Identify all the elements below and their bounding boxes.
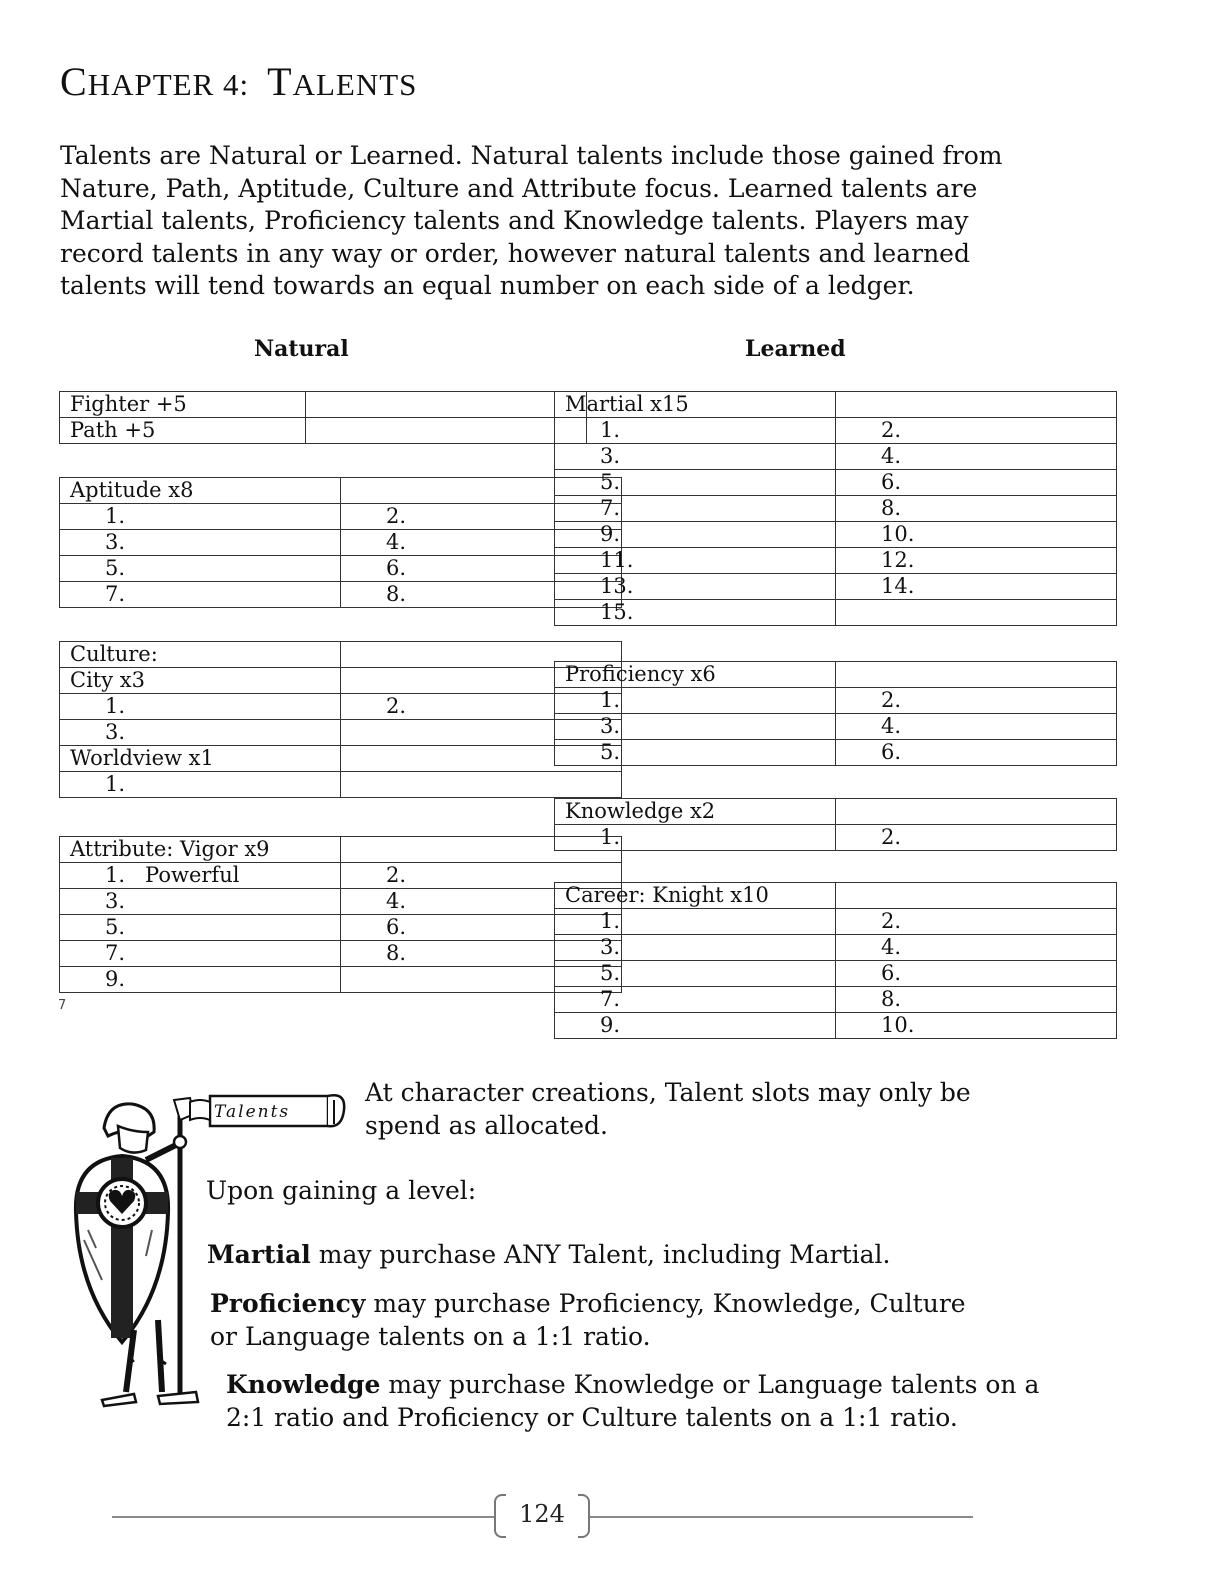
table-cell: 4.	[836, 444, 1117, 470]
proficiency-text: may purchase Proficiency, Knowledge, Culture or Language talents on a 1:1 ratio.	[210, 1289, 966, 1351]
table-subheader: City x3	[60, 668, 341, 694]
stray-mark: 7	[58, 998, 67, 1013]
table-row	[555, 600, 1117, 626]
table-header: Aptitude x8	[60, 478, 341, 504]
table-cell: 1.	[60, 504, 341, 530]
table-row	[555, 470, 1117, 496]
table-cell: 2.	[341, 504, 622, 530]
table-subheader-row	[60, 746, 622, 772]
table-row	[60, 530, 622, 556]
table-cell: 7.	[60, 582, 341, 608]
culture-table	[59, 641, 622, 798]
proficiency-table	[554, 661, 1117, 766]
table-cell: 6.	[836, 961, 1117, 987]
table-cell: 6.	[836, 470, 1117, 496]
table-cell: 4.	[836, 935, 1117, 961]
attribute-table	[59, 836, 622, 993]
table-row	[60, 967, 622, 993]
table-cell: 6.	[341, 556, 622, 582]
table-cell	[836, 600, 1117, 626]
table-cell: 8.	[341, 941, 622, 967]
table-cell	[341, 772, 622, 798]
table-cell: 1.	[555, 418, 836, 444]
table-cell: 1.	[60, 772, 341, 798]
table-row	[60, 556, 622, 582]
table-cell: 8.	[836, 987, 1117, 1013]
upon-level-heading: Upon gaining a level:	[206, 1176, 477, 1205]
table-cell	[306, 392, 587, 418]
page-number: 124	[519, 1500, 565, 1528]
table-cell: 2.	[341, 863, 622, 889]
table-header-row	[555, 799, 1117, 825]
table-row	[60, 392, 587, 418]
table-cell: 5.	[555, 961, 836, 987]
martial-label: Martial	[207, 1240, 311, 1269]
table-cell: 1.	[555, 909, 836, 935]
table-row	[60, 941, 622, 967]
table-header-row	[60, 837, 622, 863]
table-subheader-row	[60, 668, 622, 694]
table-cell: 5.	[60, 915, 341, 941]
martial-table	[554, 391, 1117, 626]
table-cell: 5.	[555, 470, 836, 496]
table-row	[555, 909, 1117, 935]
table-row	[60, 772, 622, 798]
table-cell: Fighter +5	[60, 392, 306, 418]
table-cell: 3.	[60, 889, 341, 915]
table-header-row	[60, 478, 622, 504]
knowledge-text: may purchase Knowledge or Language talents on a 2:1 ratio and Proficiency or Culture talents on a 1:1 ratio.	[226, 1370, 1040, 1432]
table-subheader: Worldview x1	[60, 746, 341, 772]
table-cell: 8.	[341, 582, 622, 608]
table-row	[555, 496, 1117, 522]
table-cell: 2.	[836, 825, 1117, 851]
table-cell: 4.	[341, 889, 622, 915]
table-row	[555, 740, 1117, 766]
table-cell: 11.	[555, 548, 836, 574]
table-cell: 10.	[836, 522, 1117, 548]
table-row	[60, 915, 622, 941]
martial-text: may purchase ANY Talent, including Martial.	[310, 1240, 891, 1269]
table-header: Martial x15	[555, 392, 836, 418]
chapter-title: CHAPTER 4: TALENTS	[60, 59, 418, 104]
table-cell: 3.	[60, 720, 341, 746]
table-cell: 15.	[555, 600, 836, 626]
table-cell: 1.	[555, 688, 836, 714]
table-cell: 7.	[60, 941, 341, 967]
table-cell: 1.	[60, 694, 341, 720]
table-row	[555, 418, 1117, 444]
proficiency-label: Proficiency	[210, 1289, 366, 1318]
aptitude-table	[59, 477, 622, 608]
footer-rule-right	[590, 1516, 973, 1518]
table-cell: 3.	[555, 935, 836, 961]
table-row	[555, 522, 1117, 548]
table-row	[555, 688, 1117, 714]
learned-heading: Learned	[745, 336, 846, 362]
table-row	[555, 1013, 1117, 1039]
table-cell: 2.	[836, 688, 1117, 714]
natural-heading: Natural	[254, 336, 349, 362]
table-cell: 3.	[60, 530, 341, 556]
creation-rule: At character creations, Talent slots may only be spend as allocated.	[365, 1078, 971, 1140]
page-number-box	[494, 1494, 590, 1538]
table-cell: 5.	[60, 556, 341, 582]
martial-rule	[207, 1239, 1027, 1272]
table-cell: 13.	[555, 574, 836, 600]
table-cell	[306, 418, 587, 444]
table-cell: 14.	[836, 574, 1117, 600]
table-row	[555, 935, 1117, 961]
table-header-row	[555, 883, 1117, 909]
knowledge-label: Knowledge	[226, 1370, 381, 1399]
table-row	[555, 444, 1117, 470]
table-row	[555, 987, 1117, 1013]
path-table	[59, 391, 587, 444]
table-cell: 1. Powerful	[60, 863, 341, 889]
table-row	[555, 574, 1117, 600]
table-header: Proficiency x6	[555, 662, 836, 688]
table-header: Knowledge x2	[555, 799, 836, 825]
table-cell: 4.	[836, 714, 1117, 740]
table-header: Culture:	[60, 642, 341, 668]
table-row	[60, 582, 622, 608]
table-cell: 4.	[341, 530, 622, 556]
table-cell: 1.	[555, 825, 836, 851]
table-row	[60, 720, 622, 746]
table-cell: 2.	[341, 694, 622, 720]
table-cell: Path +5	[60, 418, 306, 444]
table-cell: 9.	[555, 1013, 836, 1039]
knowledge-table	[554, 798, 1117, 851]
table-row	[60, 889, 622, 915]
table-cell: 9.	[555, 522, 836, 548]
table-row	[60, 504, 622, 530]
table-header: Attribute: Vigor x9	[60, 837, 341, 863]
career-table	[554, 882, 1117, 1039]
table-header-row	[555, 662, 1117, 688]
table-cell: 2.	[836, 418, 1117, 444]
table-row	[60, 418, 587, 444]
table-header-row	[60, 642, 622, 668]
table-header-row	[555, 392, 1117, 418]
table-row	[60, 863, 622, 889]
table-row	[555, 961, 1117, 987]
knowledge-rule	[226, 1369, 1046, 1434]
table-row	[555, 825, 1117, 851]
table-row	[60, 694, 622, 720]
proficiency-rule	[210, 1288, 1000, 1353]
table-cell: 3.	[555, 444, 836, 470]
table-row	[555, 714, 1117, 740]
table-cell: 10.	[836, 1013, 1117, 1039]
table-cell: 6.	[836, 740, 1117, 766]
table-cell: 7.	[555, 987, 836, 1013]
table-cell: 5.	[555, 740, 836, 766]
banner-text: Talents	[214, 1102, 291, 1122]
table-cell: 12.	[836, 548, 1117, 574]
footer-rule-left	[112, 1516, 494, 1518]
table-cell: 8.	[836, 496, 1117, 522]
table-cell: 3.	[555, 714, 836, 740]
table-row	[555, 548, 1117, 574]
table-cell: 9.	[60, 967, 341, 993]
table-cell: 2.	[836, 909, 1117, 935]
table-cell: 6.	[341, 915, 622, 941]
right-bracket	[578, 1494, 590, 1538]
table-cell: 7.	[555, 496, 836, 522]
intro-paragraph: Talents are Natural or Learned. Natural talents include those gained from Nature, Path, Aptitude, Culture and Attribute focus. Learned talents are Martial talents, Proficiency talents and Knowledge talents. Players may record talents in any way or order, however natural talents and learned talents will tend towards an equal number on each side of a ledger.	[60, 141, 1003, 300]
table-header: Career: Knight x10	[555, 883, 836, 909]
